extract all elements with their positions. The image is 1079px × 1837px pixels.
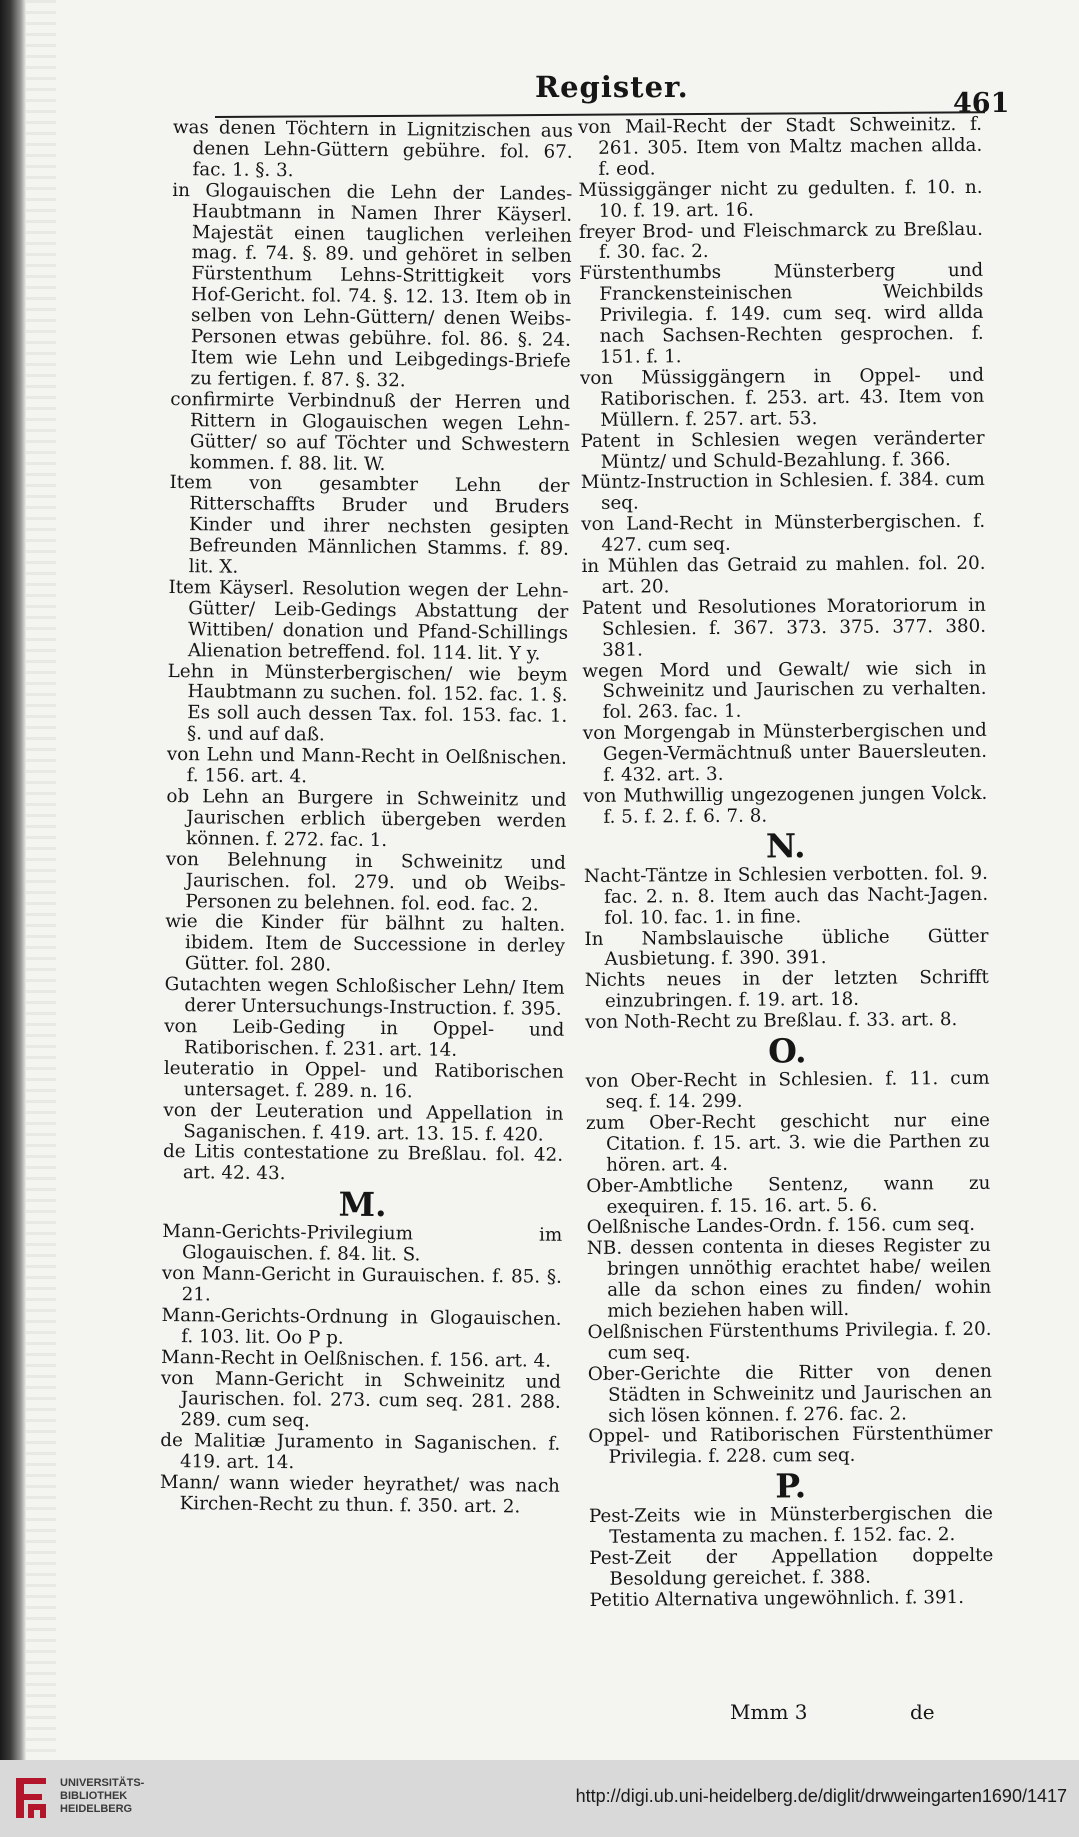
- index-entry: von Lehn und Mann-Recht in Oelßnischen. f. 156. art. 4.: [166, 744, 567, 788]
- index-entry: Oppel- und Ratiborischen Fürstenthümer Privilegia. f. 228. cum seq.: [588, 1423, 993, 1469]
- index-entry: von Muthwillig ungezogenen jungen Volck. f. 5. f. 2. f. 6. 7. 8.: [583, 782, 988, 828]
- index-entry: Oelßnischen Fürstenthums Privilegia. f. 20. cum seq.: [587, 1318, 992, 1364]
- index-entry: von Mail-Recht der Stadt Schweinitz. f. 261. 305. Item von Maltz machen allda. f. eod.: [577, 113, 983, 180]
- index-entry: was denen Töchtern in Lignitzischen aus denen Lehn-Güttern gebühre. fol. 67. fac. 1. §. 3.: [172, 117, 573, 181]
- index-entry: Patent in Schlesien wegen veränderter Müntz/ und Schuld-Bezahlung. f. 366.: [580, 427, 985, 473]
- index-entry: Ober-Gerichte die Ritter von denen Städten in Schweinitz und Jaurischen an sich lösen können. f. 276. fac. 2.: [587, 1360, 993, 1427]
- catchword: de: [910, 1700, 935, 1724]
- index-entry: in Glogauischen die Lehn der Landes-Haubtmann in Namen Ihrer Käyserl. Majestät einen tauglichen verleihen mag. f. 74. §. 89. und gehöret in selben Fürstenthum Lehns-Strittigkeit vors Hof-Gericht. fol. 74. §. 12. 13. Item ob in selben von Lehn-Güttern/ denen Weibs-Personen etwas gebühre. fol. 86. §. 24. Item wie Lehn und Leibgedings-Briefe zu fertigen. f. 87. §. 32.: [172, 179, 573, 392]
- index-entry: freyer Brod- und Fleischmarck zu Breßlau. f. 30. fac. 2.: [578, 218, 983, 264]
- index-entry: Nacht-Täntze in Schlesien verbotten. fol. 9. fac. 2. n. 8. Item auch das Nacht-Jagen. fol. 10. fac. 1. in fine.: [583, 862, 989, 929]
- section-letter: P.: [775, 1466, 807, 1506]
- index-entry: ob Lehn an Burgere in Schweinitz und Jaurischen erblich übergeben werden können. f. 272. fac. 1.: [166, 785, 567, 851]
- index-entry: Mann-Recht in Oelßnischen. f. 156. art. 4.: [161, 1346, 552, 1372]
- index-entry: wie die Kinder für bälhnt zu halten. ibidem. Item de Successione in derley Gütter. fol. 280.: [165, 911, 566, 976]
- index-entry: de Malitiæ Juramento in Saganischen. f. 419. art. 14.: [160, 1430, 561, 1474]
- institution-name: UNIVERSITÄTS- BIBLIOTHEK HEIDELBERG: [60, 1777, 145, 1815]
- running-header: Register.: [535, 70, 689, 104]
- index-entry: Item Käyserl. Resolution wegen der Lehn-Gütter/ Leib-Gedings Abstattung der Wittiben/ donation und Pfand-Schillings Alienation betreffend. fol. 114. lit. Y y.: [168, 576, 569, 665]
- index-entry: Gutachten wegen Schloßischer Lehn/ Item derer Untersuchungs-Instruction. f. 395.: [164, 974, 565, 1020]
- section-letter: M.: [338, 1184, 387, 1225]
- index-entry: Petitio Alternativa ungewöhnlich. f. 391.: [589, 1586, 965, 1611]
- index-entry: Nichts neues in der letzten Schrifft einzubringen. f. 19. art. 18.: [584, 967, 989, 1013]
- index-entry: Ober-Ambtliche Sentenz, wann zu exequiren. f. 15. 16. art. 5. 6.: [586, 1172, 991, 1218]
- index-entry: Mann/ wann wieder heyrathet/ was nach Kirchen-Recht zu thun. f. 350. art. 2.: [159, 1472, 560, 1518]
- index-entry: In Nambslauische übliche Gütter Ausbietung. f. 390. 391.: [584, 925, 989, 971]
- index-entry: Patent und Resolutiones Moratoriorum in Schlesien. f. 367. 373. 375. 377. 380. 381.: [581, 594, 987, 661]
- index-entry: von Mann-Gericht in Gurauischen. f. 85. §. 21.: [161, 1262, 562, 1306]
- index-entry: von Leib-Geding in Oppel- und Ratiborischen. f. 231. art. 14.: [164, 1015, 565, 1061]
- index-entry: NB. dessen contenta in dieses Register zu bringen unnöthig erachtet habe/ weilen alle da schon eines zu finden/ wohin mich beziehen haben will.: [586, 1235, 992, 1322]
- index-entry: in Mühlen das Getraid zu mahlen. fol. 20. art. 20.: [581, 552, 986, 598]
- index-entry: confirmirte Verbindnuß der Herren und Rittern in Glogauischen wegen Lehn-Gütter/ so auf Töchter und Schwestern kommen. f. 88. lit. W.: [170, 388, 571, 475]
- university-library-logo-icon: [10, 1774, 52, 1822]
- page-number: 461: [953, 88, 1010, 119]
- index-entry: Fürstenthumbs Münsterberg und Franckensteinischen Weichbilds Privilegia. f. 149. cum seq. wird allda nach Sachsen-Rechten gesprochen. f. 151. f. 1.: [579, 260, 984, 368]
- index-column-right: [578, 115, 994, 1678]
- section-letter: N.: [765, 826, 806, 866]
- index-entry: leuteratio in Oppel- und Ratiborischen untersaget. f. 289. n. 16.: [163, 1057, 564, 1103]
- index-entry: Oelßnische Landes-Ordn. f. 156. cum seq.: [586, 1214, 976, 1239]
- index-entry: Mann-Gerichts-Privilegium im Glogauischen. f. 84. lit. S.: [162, 1221, 563, 1266]
- index-entry: Item von gesambter Lehn der Ritterschaffts Bruder und Bruders Kinder und ihrer nechsten gesipten Befreunden Männlichen Stamms. f. 89. lit. X.: [169, 472, 570, 578]
- index-entry: de Litis contestatione zu Breßlau. fol. 42. art. 42. 43.: [162, 1141, 564, 1185]
- index-entry: von der Leuteration und Appellation in Saganischen. f. 419. art. 13. 15. f. 420.: [163, 1099, 564, 1146]
- index-entry: zum Ober-Recht geschicht nur eine Citation. f. 15. art. 3. wie die Parthen zu hören. art. 4.: [585, 1109, 991, 1176]
- index-entry: von Morgengab in Münsterbergischen und Gegen-Vermächtnuß unter Bauersleuten. f. 432. art. 3.: [582, 720, 988, 786]
- section-letter: O.: [768, 1031, 807, 1071]
- gutter-bleed: [26, 0, 56, 1760]
- index-entry: von Land-Recht in Münsterbergischen. f. 427. cum seq.: [581, 511, 986, 556]
- signature-mark: Mmm 3: [730, 1700, 808, 1724]
- index-entry: Müssiggänger nicht zu gedulten. f. 10. n. 10. f. 19. art. 16.: [578, 176, 983, 222]
- index-entry: Lehn in Münsterbergischen/ wie beym Haubtmann zu suchen. fol. 152. fac. 1. §. Es soll auch dessen Tax. fol. 153. fac. 1. §. und auf daß.: [167, 660, 568, 746]
- viewer-footer: [0, 1760, 1079, 1837]
- index-entry: von Mann-Gericht in Schweinitz und Jaurischen. fol. 273. cum seq. 281. 288. 289. cum seq.: [160, 1367, 561, 1432]
- index-entry: von Belehnung in Schweinitz und Jaurischen. fol. 279. und ob Weibs-Personen zu belehnen. fol. eod. fac. 2.: [165, 848, 566, 916]
- index-entry: Pest-Zeits wie in Münsterbergischen die Testamenta zu machen. f. 152. fac. 2.: [588, 1503, 994, 1548]
- index-entry: von Ober-Recht in Schlesien. f. 11. cum seq. f. 14. 299.: [585, 1067, 990, 1113]
- index-entry: von Müssiggängern in Oppel- und Ratiborischen. f. 253. art. 43. Item von Müllern. f. 257. art. 53.: [579, 364, 985, 431]
- index-entry: Pest-Zeit der Appellation doppelte Besoldung gereichet. f. 388.: [589, 1544, 994, 1590]
- index-entry: Müntz-Instruction in Schlesien. f. 384. cum seq.: [580, 469, 985, 515]
- index-entry: wegen Mord und Gewalt/ wie sich in Schweinitz und Jaurischen zu verhalten. fol. 263. fac. 1.: [582, 657, 987, 724]
- index-entry: von Noth-Recht zu Breßlau. f. 33. art. 8.: [585, 1009, 958, 1034]
- index-column-left: [158, 118, 573, 1682]
- index-entry: Mann-Gerichts-Ordnung in Glogauischen. f. 103. lit. Oo P p.: [161, 1304, 562, 1349]
- source-url[interactable]: http://digi.ub.uni-heidelberg.de/diglit/drwweingarten1690/1417: [575, 1786, 1067, 1806]
- book-spine-shadow: [0, 0, 26, 1760]
